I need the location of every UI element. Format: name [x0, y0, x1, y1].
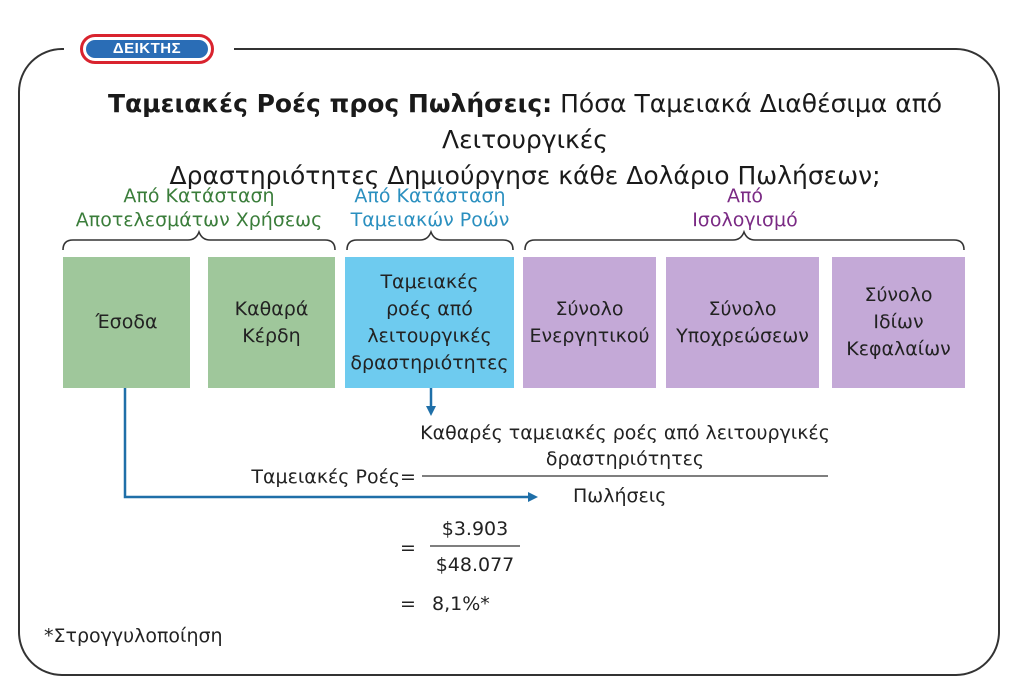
ratio-tag-label: ΔΕΙΚΤΗΣ: [86, 40, 208, 58]
group-header-line-1: Από Κατάσταση: [123, 185, 275, 207]
box-label-line: λειτουργικές: [367, 324, 492, 347]
group-header-line-2: Ισολογισμό: [692, 209, 798, 231]
formula-den-value: $48.077: [435, 554, 515, 576]
formula-numerator-line-2: δραστηριότητες: [545, 448, 705, 470]
group-header-line-1: Από: [726, 185, 764, 207]
group-header-line-1: Από Κατάσταση: [354, 185, 506, 207]
group-header-line-2: Αποτελεσμάτων Χρήσεως: [75, 209, 323, 231]
box-label-line: Ιδίων: [873, 311, 924, 333]
title-bold: Ταμειακές Ροές προς Πωλήσεις:: [107, 89, 553, 118]
formula-result: 8,1%*: [432, 593, 490, 615]
title-line-1-rest: Πόσα Ταμειακά Διαθέσιμα από Λειτουργικές: [442, 89, 943, 154]
formula-numerator-line-1: Καθαρές ταμειακές ροές από λειτουργικές: [420, 422, 830, 444]
box-label-line: Ταμειακές: [380, 270, 479, 293]
formula-equals-1: =: [400, 466, 416, 488]
box-label-line: ροές από: [386, 297, 473, 320]
box-label-line: Κεφαλαίων: [846, 338, 951, 360]
formula-denominator: Πωλήσεις: [573, 485, 667, 507]
box-label: Έσοδα: [95, 311, 158, 333]
footnote: *Στρογγυλοποίηση: [44, 625, 223, 647]
formula-numerator: [400, 420, 850, 472]
box-label-line: Κέρδη: [242, 324, 301, 347]
title-line-2: Δραστηριότητες Δημιούργησε κάθε Δολάριο Πωλήσεων;: [169, 161, 881, 190]
box-label-line: Υποχρεώσεων: [676, 324, 809, 347]
formula-equals-3: =: [400, 593, 416, 615]
group-header-line-2: Ταμειακών Ροών: [350, 209, 510, 231]
box-label-line: Σύνολο: [555, 297, 624, 320]
box-label-line: Σύνολο: [864, 284, 933, 306]
box-label-line: Σύνολο: [708, 297, 777, 320]
formula-equals-2: =: [400, 537, 416, 559]
box-label-line: δραστηριότητες: [350, 351, 509, 374]
box-label-line: Καθαρά: [234, 297, 309, 320]
box-label-line: Ενεργητικού: [529, 324, 650, 347]
formula-lhs: Ταμειακές Ροές: [251, 466, 400, 488]
formula-num-value: $3.903: [441, 518, 509, 540]
